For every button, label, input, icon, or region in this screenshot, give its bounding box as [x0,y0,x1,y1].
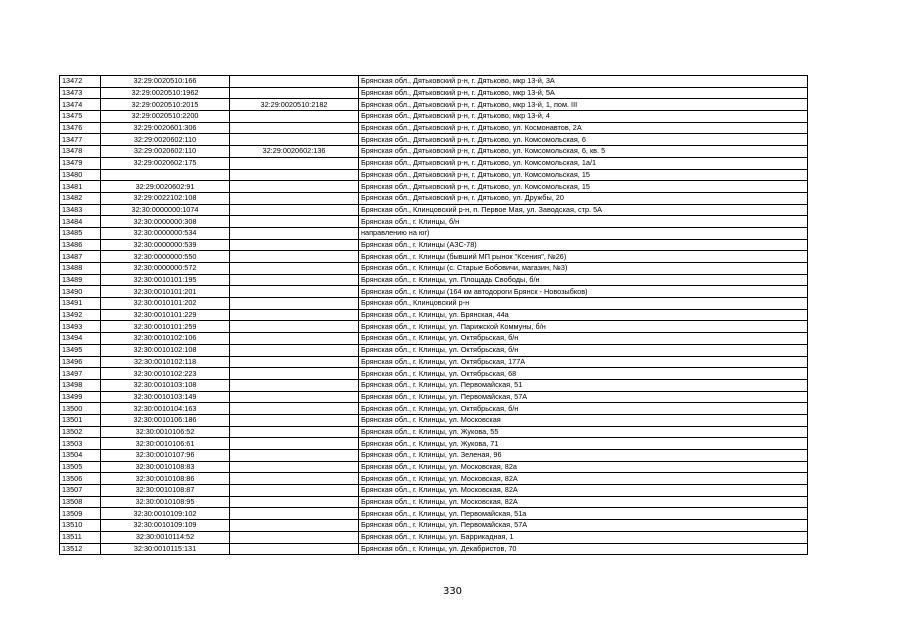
address-cell: Брянская обл., г. Клинцы, ул. Первомайская, 57А [359,520,808,532]
table-row [60,461,808,473]
table-row [60,414,808,426]
cadastral-number-cell: 32:30:0010102:118 [101,356,230,368]
address-cell: Брянская обл., Дятьковский р-н, г. Дятьково, ул. Комсомольская, 15 [359,169,808,181]
table-row [60,239,808,251]
secondary-cadastral-number-cell [230,426,359,438]
secondary-cadastral-number-cell [230,227,359,239]
address-cell: Брянская обл., г. Клинцы, ул. Московская, 82А [359,473,808,485]
table-row [60,192,808,204]
row-number-cell: 13506 [60,473,101,485]
address-cell: Брянская обл., г. Клинцы, ул. Первомайская, 51а [359,508,808,520]
secondary-cadastral-number-cell [230,309,359,321]
cadastral-number-cell: 32:30:0010101:201 [101,286,230,298]
table-row [60,333,808,345]
secondary-cadastral-number-cell [230,263,359,275]
table-row [60,344,808,356]
address-cell: Брянская обл., г. Клинцы, ул. Московская, 82А [359,496,808,508]
address-cell: Брянская обл., Дятьковский р-н, г. Дятьково, мкр 13-й, 5А [359,87,808,99]
cadastral-number-cell: 32:30:0000000:572 [101,263,230,275]
row-number-cell: 13505 [60,461,101,473]
row-number-cell: 13502 [60,426,101,438]
cadastral-number-cell: 32:30:0010106:61 [101,438,230,450]
address-cell: Брянская обл., г. Клинцы, ул. Баррикадная, 1 [359,531,808,543]
cadastral-number-cell: 32:30:0010101:195 [101,274,230,286]
row-number-cell: 13482 [60,192,101,204]
secondary-cadastral-number-cell [230,169,359,181]
cadastral-number-cell: 32:30:0010114:52 [101,531,230,543]
table-row [60,450,808,462]
secondary-cadastral-number-cell [230,508,359,520]
cadastral-number-cell: 32:29:0020510:2015 [101,99,230,111]
cadastral-number-cell: 32:29:0020601:306 [101,122,230,134]
address-cell: Брянская обл., г. Клинцы, ул. Первомайская, 57А [359,391,808,403]
address-cell: Брянская обл., г. Клинцы (с. Старые Бобовичи, магазин, №3) [359,263,808,275]
secondary-cadastral-number-cell [230,298,359,310]
secondary-cadastral-number-cell: 32:29:0020510:2182 [230,99,359,111]
row-number-cell: 13472 [60,76,101,88]
table-row [60,99,808,111]
table-row [60,286,808,298]
secondary-cadastral-number-cell [230,192,359,204]
row-number-cell: 13483 [60,204,101,216]
row-number-cell: 13496 [60,356,101,368]
address-cell: Брянская обл., Дятьковский р-н, г. Дятьково, ул. Комсомольская, 15 [359,181,808,193]
table-row [60,379,808,391]
cadastral-number-cell: 32:30:0010108:83 [101,461,230,473]
cadastral-number-cell: 32:30:0010103:108 [101,379,230,391]
cadastral-number-cell: 32:30:0010101:229 [101,309,230,321]
table-row [60,496,808,508]
row-number-cell: 13501 [60,414,101,426]
cadastral-number-cell: 32:29:0020510:2200 [101,111,230,123]
table-row [60,298,808,310]
row-number-cell: 13491 [60,298,101,310]
table-row [60,146,808,158]
row-number-cell: 13478 [60,146,101,158]
cadastral-number-cell: 32:30:0010109:102 [101,508,230,520]
cadastral-number-cell: 32:29:0020602:91 [101,181,230,193]
table-row [60,111,808,123]
cadastral-number-cell: 32:30:0010106:52 [101,426,230,438]
row-number-cell: 13480 [60,169,101,181]
secondary-cadastral-number-cell [230,461,359,473]
row-number-cell: 13488 [60,263,101,275]
table-row [60,438,808,450]
row-number-cell: 13504 [60,450,101,462]
row-number-cell: 13494 [60,333,101,345]
address-cell: Брянская обл., г. Клинцы, б/н [359,216,808,228]
address-cell: Брянская обл., г. Клинцы, ул. Московская, 82А [359,485,808,497]
row-number-cell: 13495 [60,344,101,356]
row-number-cell: 13490 [60,286,101,298]
address-cell: Брянская обл., г. Клинцы, ул. Брянская, 44а [359,309,808,321]
cadastral-number-cell: 32:30:0010108:86 [101,473,230,485]
secondary-cadastral-number-cell [230,333,359,345]
table-row [60,403,808,415]
secondary-cadastral-number-cell [230,204,359,216]
secondary-cadastral-number-cell [230,520,359,532]
secondary-cadastral-number-cell [230,122,359,134]
secondary-cadastral-number-cell [230,403,359,415]
table-row [60,134,808,146]
table-row [60,531,808,543]
row-number-cell: 13476 [60,122,101,134]
cadastral-number-cell: 32:30:0010108:95 [101,496,230,508]
address-cell: Брянская обл., Дятьковский р-н, г. Дятьково, ул. Комсомольская, 6, кв. 5 [359,146,808,158]
secondary-cadastral-number-cell [230,496,359,508]
table-row [60,391,808,403]
table-row [60,426,808,438]
cadastral-number-cell: 32:30:0010107:96 [101,450,230,462]
secondary-cadastral-number-cell [230,181,359,193]
cadastral-number-cell: 32:30:0000000:534 [101,227,230,239]
cadastral-number-cell: 32:29:0020510:166 [101,76,230,88]
address-cell: Брянская обл., Дятьковский р-н, г. Дятьково, ул. Комсомольская, 1а/1 [359,157,808,169]
address-cell: Брянская обл., г. Клинцы (бывший МП рынок "Ксения", №26) [359,251,808,263]
secondary-cadastral-number-cell [230,251,359,263]
secondary-cadastral-number-cell [230,356,359,368]
address-cell: Брянская обл., г. Клинцы, ул. Жукова, 71 [359,438,808,450]
cadastral-number-cell: 32:30:0010106:186 [101,414,230,426]
table-row [60,227,808,239]
address-cell: Брянская обл., г. Клинцы, ул. Первомайская, 51 [359,379,808,391]
row-number-cell: 13479 [60,157,101,169]
table-row [60,508,808,520]
cadastral-number-cell: 32:30:0000000:308 [101,216,230,228]
cadastral-number-cell: 32:29:0020602:110 [101,146,230,158]
registry-table-body [60,76,808,555]
secondary-cadastral-number-cell [230,414,359,426]
secondary-cadastral-number-cell [230,450,359,462]
address-cell: Брянская обл., Клинцовский р-н, п. Первое Мая, ул. Заводская, стр. 5А [359,204,808,216]
row-number-cell: 13509 [60,508,101,520]
table-row [60,274,808,286]
cadastral-number-cell: 32:30:0000000:539 [101,239,230,251]
secondary-cadastral-number-cell [230,543,359,555]
address-cell: Брянская обл., г. Клинцы, ул. Жукова, 55 [359,426,808,438]
address-cell: Брянская обл., г. Клинцы, ул. Площадь Свободы, б/н [359,274,808,286]
row-number-cell: 13489 [60,274,101,286]
row-number-cell: 13484 [60,216,101,228]
table-row [60,216,808,228]
table-row [60,520,808,532]
page-number: 330 [442,586,463,597]
secondary-cadastral-number-cell [230,368,359,380]
table-row [60,169,808,181]
cadastral-number-cell: 32:30:0010115:131 [101,543,230,555]
cadastral-number-cell: 32:30:0010109:109 [101,520,230,532]
row-number-cell: 13498 [60,379,101,391]
cadastral-number-cell: 32:30:0000000:550 [101,251,230,263]
row-number-cell: 13499 [60,391,101,403]
table-row [60,543,808,555]
row-number-cell: 13493 [60,321,101,333]
cadastral-number-cell: 32:30:0010108:87 [101,485,230,497]
row-number-cell: 13485 [60,227,101,239]
address-cell: Брянская обл., г. Клинцы (АЗС-78) [359,239,808,251]
address-cell: Брянская обл., Дятьковский р-н, г. Дятьково, мкр 13-й, 4 [359,111,808,123]
secondary-cadastral-number-cell [230,438,359,450]
secondary-cadastral-number-cell [230,134,359,146]
secondary-cadastral-number-cell [230,76,359,88]
table-row [60,485,808,497]
table-row [60,87,808,99]
row-number-cell: 13507 [60,485,101,497]
row-number-cell: 13492 [60,309,101,321]
secondary-cadastral-number-cell [230,531,359,543]
address-cell: Брянская обл., г. Клинцы, ул. Московская, 82а [359,461,808,473]
address-cell: Брянская обл., г. Клинцы, ул. Парижской Коммуны, б/н [359,321,808,333]
address-cell: Брянская обл., Дятьковский р-н, г. Дятьково, ул. Космонавтов, 2А [359,122,808,134]
secondary-cadastral-number-cell [230,87,359,99]
cadastral-number-cell: 32:29:0020510:1962 [101,87,230,99]
address-cell: Брянская обл., г. Клинцы, ул. Октябрьская, 68 [359,368,808,380]
cadastral-number-cell [101,169,230,181]
address-cell: Брянская обл., г. Клинцы, ул. Октябрьская, 177А [359,356,808,368]
table-row [60,157,808,169]
secondary-cadastral-number-cell [230,473,359,485]
cadastral-number-cell: 32:30:0000000:1074 [101,204,230,216]
row-number-cell: 13487 [60,251,101,263]
cadastral-number-cell: 32:30:0010101:259 [101,321,230,333]
cadastral-number-cell: 32:30:0010102:106 [101,333,230,345]
row-number-cell: 13510 [60,520,101,532]
address-cell: Брянская обл., Дятьковский р-н, г. Дятьково, мкр 13-й, 3А [359,76,808,88]
secondary-cadastral-number-cell [230,485,359,497]
row-number-cell: 13477 [60,134,101,146]
row-number-cell: 13497 [60,368,101,380]
row-number-cell: 13486 [60,239,101,251]
cadastral-number-cell: 32:30:0010102:223 [101,368,230,380]
cadastral-number-cell: 32:30:0010104:163 [101,403,230,415]
address-cell: Брянская обл., Дятьковский р-н, г. Дятьково, ул. Дружбы, 20 [359,192,808,204]
address-cell: Брянская обл., г. Клинцы, ул. Октябрьская, б/н [359,403,808,415]
secondary-cadastral-number-cell [230,157,359,169]
table-row [60,251,808,263]
registry-table [59,75,808,555]
secondary-cadastral-number-cell [230,321,359,333]
row-number-cell: 13474 [60,99,101,111]
secondary-cadastral-number-cell [230,391,359,403]
row-number-cell: 13475 [60,111,101,123]
table-row [60,122,808,134]
row-number-cell: 13500 [60,403,101,415]
row-number-cell: 13511 [60,531,101,543]
address-cell: Брянская обл., г. Клинцы, ул. Октябрьская, б/н [359,333,808,345]
cadastral-number-cell: 32:29:0022102:108 [101,192,230,204]
address-cell: Брянская обл., Дятьковский р-н, г. Дятьково, ул. Комсомольская, 6 [359,134,808,146]
row-number-cell: 13512 [60,543,101,555]
address-cell: Брянская обл., Клинцовский р-н [359,298,808,310]
table-row [60,356,808,368]
row-number-cell: 13508 [60,496,101,508]
table-row [60,321,808,333]
cadastral-number-cell: 32:29:0020602:175 [101,157,230,169]
cadastral-number-cell: 32:29:0020602:110 [101,134,230,146]
secondary-cadastral-number-cell [230,239,359,251]
table-row [60,473,808,485]
cadastral-number-cell: 32:30:0010101:202 [101,298,230,310]
secondary-cadastral-number-cell: 32:29:0020602:136 [230,146,359,158]
address-cell: направлению на юг) [359,227,808,239]
secondary-cadastral-number-cell [230,274,359,286]
table-row [60,368,808,380]
address-cell: Брянская обл., г. Клинцы (164 км автодороги Брянск - Новозыбков) [359,286,808,298]
address-cell: Брянская обл., Дятьковский р-н, г. Дятьково, мкр 13-й, 1, пом. III [359,99,808,111]
table-row [60,309,808,321]
row-number-cell: 13481 [60,181,101,193]
secondary-cadastral-number-cell [230,111,359,123]
address-cell: Брянская обл., г. Клинцы, ул. Зеленая, 96 [359,450,808,462]
table-row [60,76,808,88]
address-cell: Брянская обл., г. Клинцы, ул. Декабристов, 70 [359,543,808,555]
cadastral-number-cell: 32:30:0010103:149 [101,391,230,403]
cadastral-number-cell: 32:30:0010102:108 [101,344,230,356]
secondary-cadastral-number-cell [230,379,359,391]
secondary-cadastral-number-cell [230,344,359,356]
table-row [60,204,808,216]
secondary-cadastral-number-cell [230,216,359,228]
secondary-cadastral-number-cell [230,286,359,298]
row-number-cell: 13503 [60,438,101,450]
table-row [60,263,808,275]
address-cell: Брянская обл., г. Клинцы, ул. Московская [359,414,808,426]
address-cell: Брянская обл., г. Клинцы, ул. Октябрьская, б/н [359,344,808,356]
row-number-cell: 13473 [60,87,101,99]
table-row [60,181,808,193]
